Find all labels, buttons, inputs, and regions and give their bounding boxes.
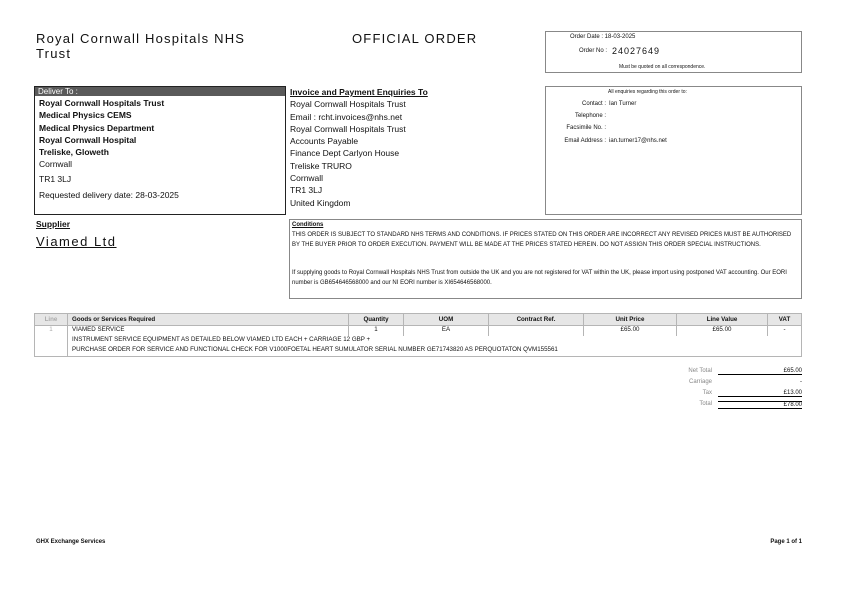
cell-unit-price: £65.00 xyxy=(584,326,677,337)
document-title: OFFICIAL ORDER xyxy=(352,31,478,46)
col-contract-ref: Contract Ref. xyxy=(489,314,584,326)
col-unit-price: Unit Price xyxy=(584,314,677,326)
col-quantity: Quantity xyxy=(349,314,404,326)
table-detail-row xyxy=(35,336,802,346)
cell-description: VIAMED SERVICE xyxy=(68,326,349,337)
requested-delivery-date: Requested delivery date: 28-03-2025 xyxy=(39,190,179,200)
col-goods: Goods or Services Required xyxy=(68,314,349,326)
order-number: 24027649 xyxy=(612,46,661,56)
supplier-name: Viamed Ltd xyxy=(36,234,117,249)
contact-value: Ian Turner xyxy=(609,101,637,107)
tax-label: Tax xyxy=(702,390,712,396)
invoice-heading: Invoice and Payment Enquiries To xyxy=(290,87,428,97)
contact-label: Contact : xyxy=(581,101,606,107)
email-value: ian.turner17@nhs.net xyxy=(609,138,667,144)
order-date: Order Date : 18-03-2025 xyxy=(570,34,636,40)
col-uom: UOM xyxy=(404,314,489,326)
conditions-heading: Conditions xyxy=(292,222,324,228)
deliver-to-address: Royal Cornwall Hospitals Trust Medical Physics CEMS Medical Physics Department Royal Cornwall Hospital Treliske, Gloweth Cornwall TR1 3LJ xyxy=(39,98,165,184)
detail-line-2: PURCHASE ORDER FOR SERVICE AND FUNCTIONAL CHECK FOR V1000FOETAL HEART SUMULATOR SERIAL NUMBER GE71743820 AS PERQUOTATON QVM155561 xyxy=(68,346,802,357)
cell-contract-ref xyxy=(489,326,584,337)
facsimile-label: Facsimile No. : xyxy=(566,125,606,131)
col-line-value: Line Value xyxy=(677,314,768,326)
net-total-value: £65.00 xyxy=(718,368,802,375)
cell-quantity: 1 xyxy=(349,326,404,337)
conditions-text: THIS ORDER IS SUBJECT TO STANDARD NHS TERMS AND CONDITIONS. IF PRICES STATED ON THIS ORDER ARE INCORRECT ANY REVISED PRICES MUST BE AUTHORISED BY THE BUYER PRIOR TO ORDER EXECUTION. PAYMENT WILL BE MADE AT THE PRICES STATED HEREIN. DO NOT ASSIGN THIS ORDER SPECIAL INSTRUCTIONS. xyxy=(292,232,792,248)
enquiries-heading: All enquiries regarding this order to: xyxy=(608,89,687,95)
telephone-label: Telephone : xyxy=(574,113,606,119)
table-header-row xyxy=(35,314,802,326)
conditions-box xyxy=(289,219,802,299)
detail-line-1: INSTRUMENT SERVICE EQUIPMENT AS DETAILED BELOW VIAMED LTD EACH + CARRIAGE 12 GBP + xyxy=(68,336,802,346)
table-row xyxy=(35,326,802,337)
net-total-label: Net Total xyxy=(688,368,712,374)
carriage-label: Carriage xyxy=(688,379,712,385)
deliver-to-box xyxy=(34,86,286,215)
organisation-name: Royal Cornwall Hospitals NHS Trust xyxy=(36,31,246,61)
col-line: Line xyxy=(35,314,68,326)
carriage-value: - xyxy=(800,379,802,385)
eori-text: If supplying goods to Royal Cornwall Hospitals NHS Trust from outside the UK and you are not registered for VAT within the UK, please import using postponed VAT accounting. Our EORI number is GB654646568000 and our NI EORI number is XI654646568000. xyxy=(292,270,787,286)
total-label: Total xyxy=(699,401,712,407)
total-row xyxy=(630,401,802,410)
cell-line-value: £65.00 xyxy=(677,326,768,337)
email-label: Email Address : xyxy=(564,138,606,144)
deliver-to-heading: Deliver To : xyxy=(35,87,285,96)
table-detail-row xyxy=(35,346,802,357)
net-total-row xyxy=(630,368,802,377)
cell-line: 1 xyxy=(35,326,68,337)
tax-row xyxy=(630,390,802,399)
supplier-heading: Supplier xyxy=(36,219,71,229)
footer-provider: GHX Exchange Services xyxy=(36,539,106,545)
page-number: Page 1 of 1 xyxy=(770,539,802,545)
carriage-row xyxy=(630,379,802,388)
quote-note: Must be quoted on all correspondence. xyxy=(619,64,706,70)
tax-value: £13.00 xyxy=(718,390,802,397)
order-lines-table xyxy=(34,313,802,357)
cell-vat: - xyxy=(768,326,802,337)
total-value: £78.00 xyxy=(718,401,802,409)
col-vat: VAT xyxy=(768,314,802,326)
enquiries-box xyxy=(545,86,802,215)
order-info-box xyxy=(545,31,802,73)
invoice-block: Invoice and Payment Enquiries To Royal Cornwall Hospitals Trust Email : rcht.invoices@nhs.net Royal Cornwall Hospitals Trust Accounts Payable Finance Dept Carlyon House Treliske TRURO Cornwall TR1 3LJ United Kingdom xyxy=(290,86,540,209)
order-number-label: Order No : xyxy=(579,48,608,54)
cell-uom: EA xyxy=(404,326,489,337)
